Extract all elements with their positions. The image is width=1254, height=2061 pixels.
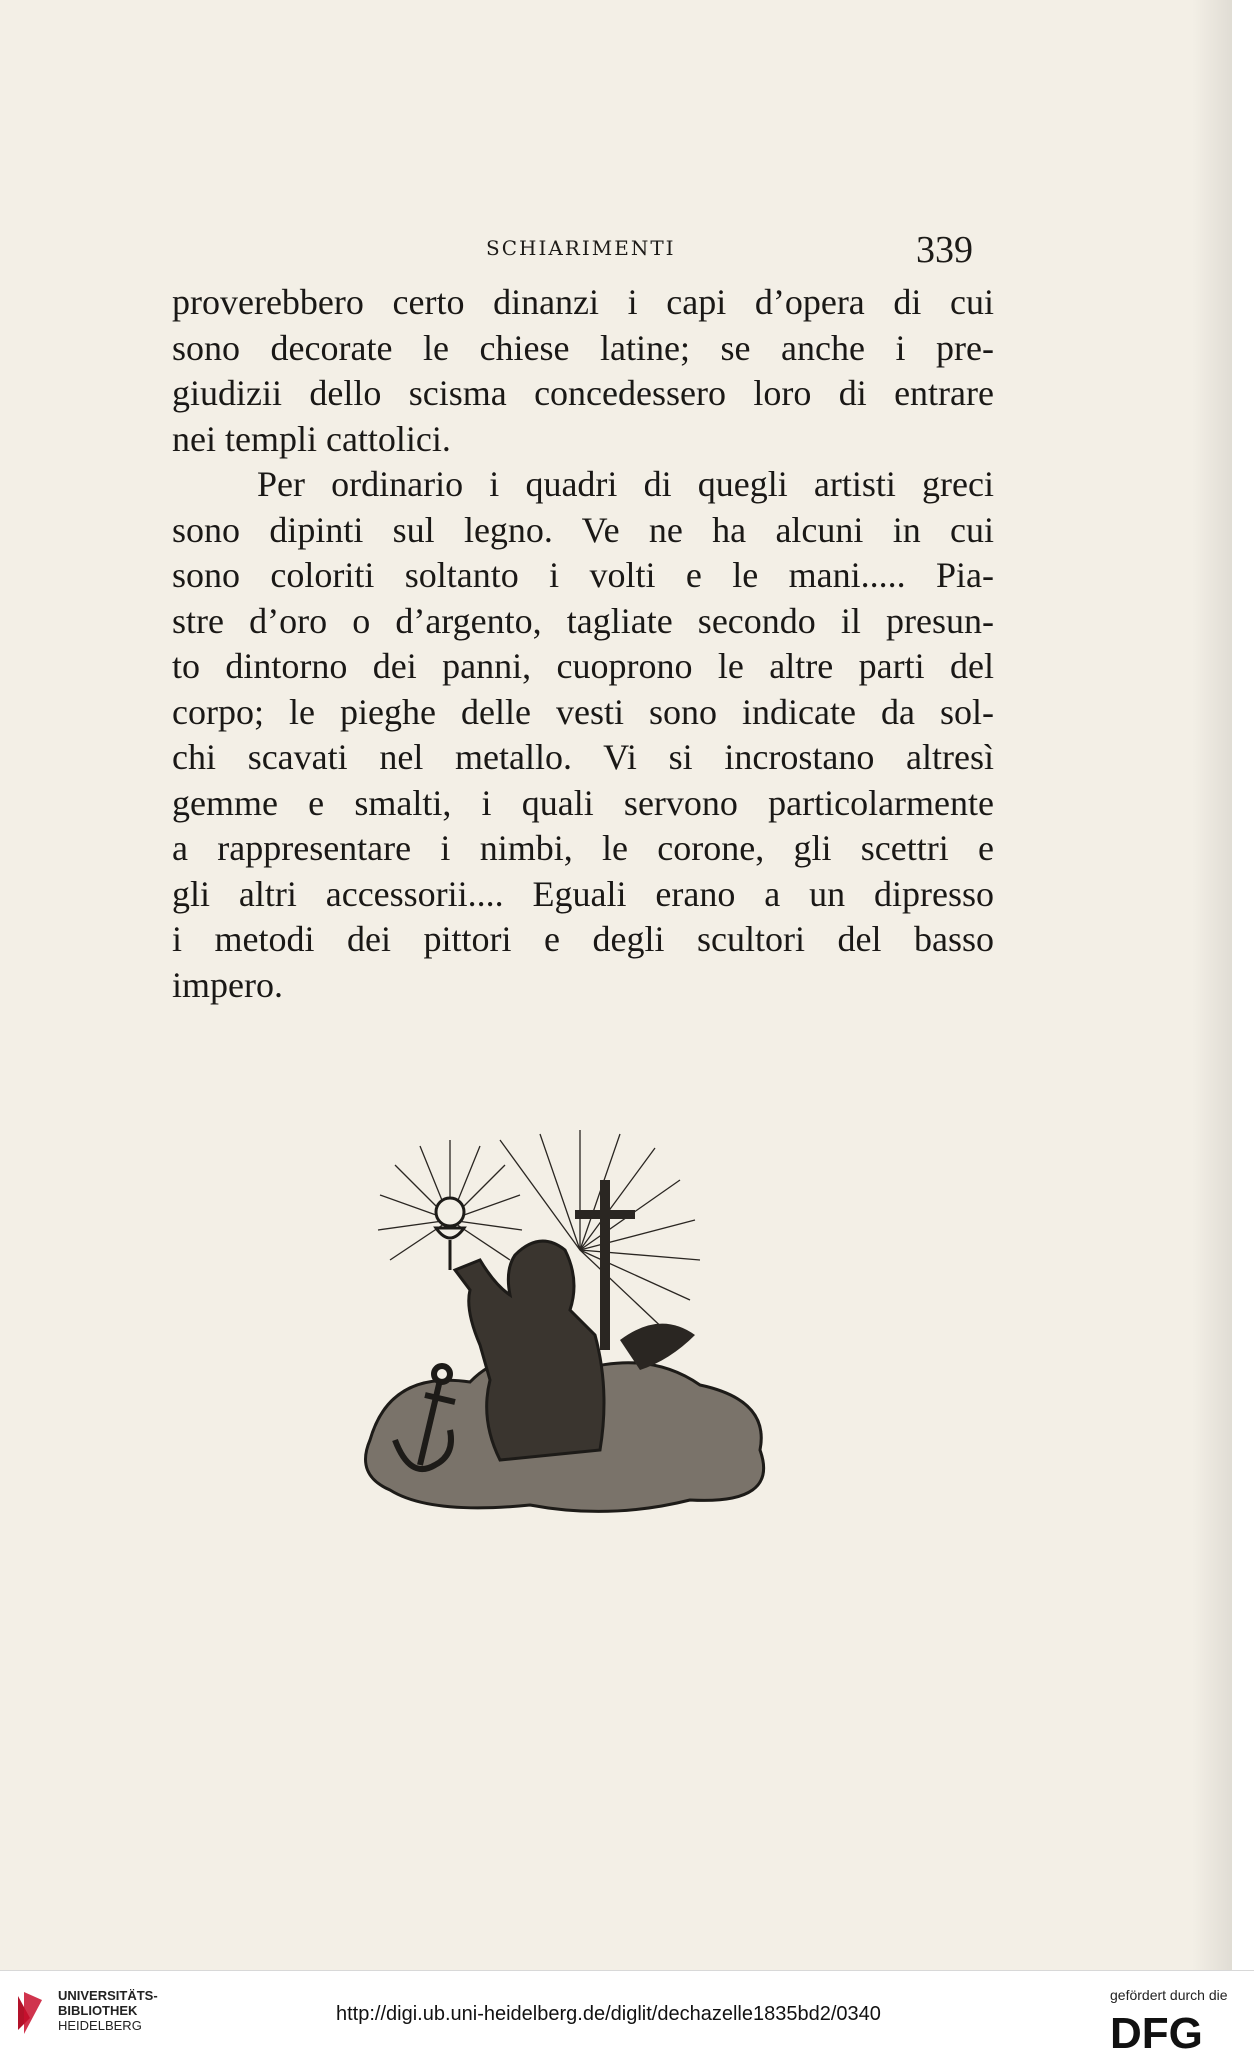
text-line: gemme e smalti, i quali servono particolarmente: [172, 782, 994, 823]
chalice: [436, 1198, 464, 1270]
library-line: UNIVERSITÄTS-: [58, 1988, 158, 2003]
text-line: proverebbero certo dinanzi i capi d’opera di cui: [172, 282, 994, 322]
running-head: SCHIARIMENTI: [486, 236, 676, 260]
text-line: stre d’oro o d’argento, tagliate secondo il presun-: [172, 600, 994, 641]
page-number: 339: [916, 229, 973, 271]
funder-caption: gefördert durch die: [1110, 1987, 1228, 2003]
text-line: impero.: [172, 964, 283, 1005]
permalink-url[interactable]: http://digi.ub.uni-heidelberg.de/diglit/dechazelle1835bd2/0340: [336, 2003, 881, 2025]
library-line: HEIDELBERG: [58, 2018, 142, 2033]
text-line: to dintorno dei panni, cuoprono le altre parti del: [172, 646, 994, 686]
text-line: a rappresentare i nimbi, le corone, gli scettri e: [172, 828, 994, 868]
text-line: nei templi cattolici.: [172, 418, 451, 459]
library-line: BIBLIOTHEK: [58, 2003, 138, 2018]
text-line: sono decorate le chiese latine; se anche i pre-: [172, 327, 994, 368]
text-line: sono coloriti soltanto i volti e le mani..... Pia-: [172, 555, 994, 595]
dfg-logo-text: DFG: [1110, 2009, 1203, 2054]
university-library-logo: [12, 1990, 48, 2036]
university-library-name: [58, 1988, 208, 2033]
text-line: chi scavati nel metallo. Vi si incrostano altresì: [172, 737, 994, 777]
body-text: [172, 280, 994, 1008]
text-line: Per ordinario i quadri di quegli artisti greci: [257, 464, 994, 504]
text-line: gli altri accessorii.... Eguali erano a un dipresso: [172, 873, 994, 914]
dfg-logo: [1108, 2008, 1238, 2054]
engraved-vignette: [350, 1120, 790, 1520]
page-edge-shadow: [1192, 0, 1232, 1970]
text-line: sono dipinti sul legno. Ve ne ha alcuni in cui: [172, 509, 994, 550]
text-line: i metodi dei pittori e degli scultori del basso: [172, 919, 994, 959]
text-line: corpo; le pieghe delle vesti sono indicate da sol-: [172, 691, 994, 732]
text-line: giudizii dello scisma concedessero loro di entrare: [172, 373, 994, 413]
